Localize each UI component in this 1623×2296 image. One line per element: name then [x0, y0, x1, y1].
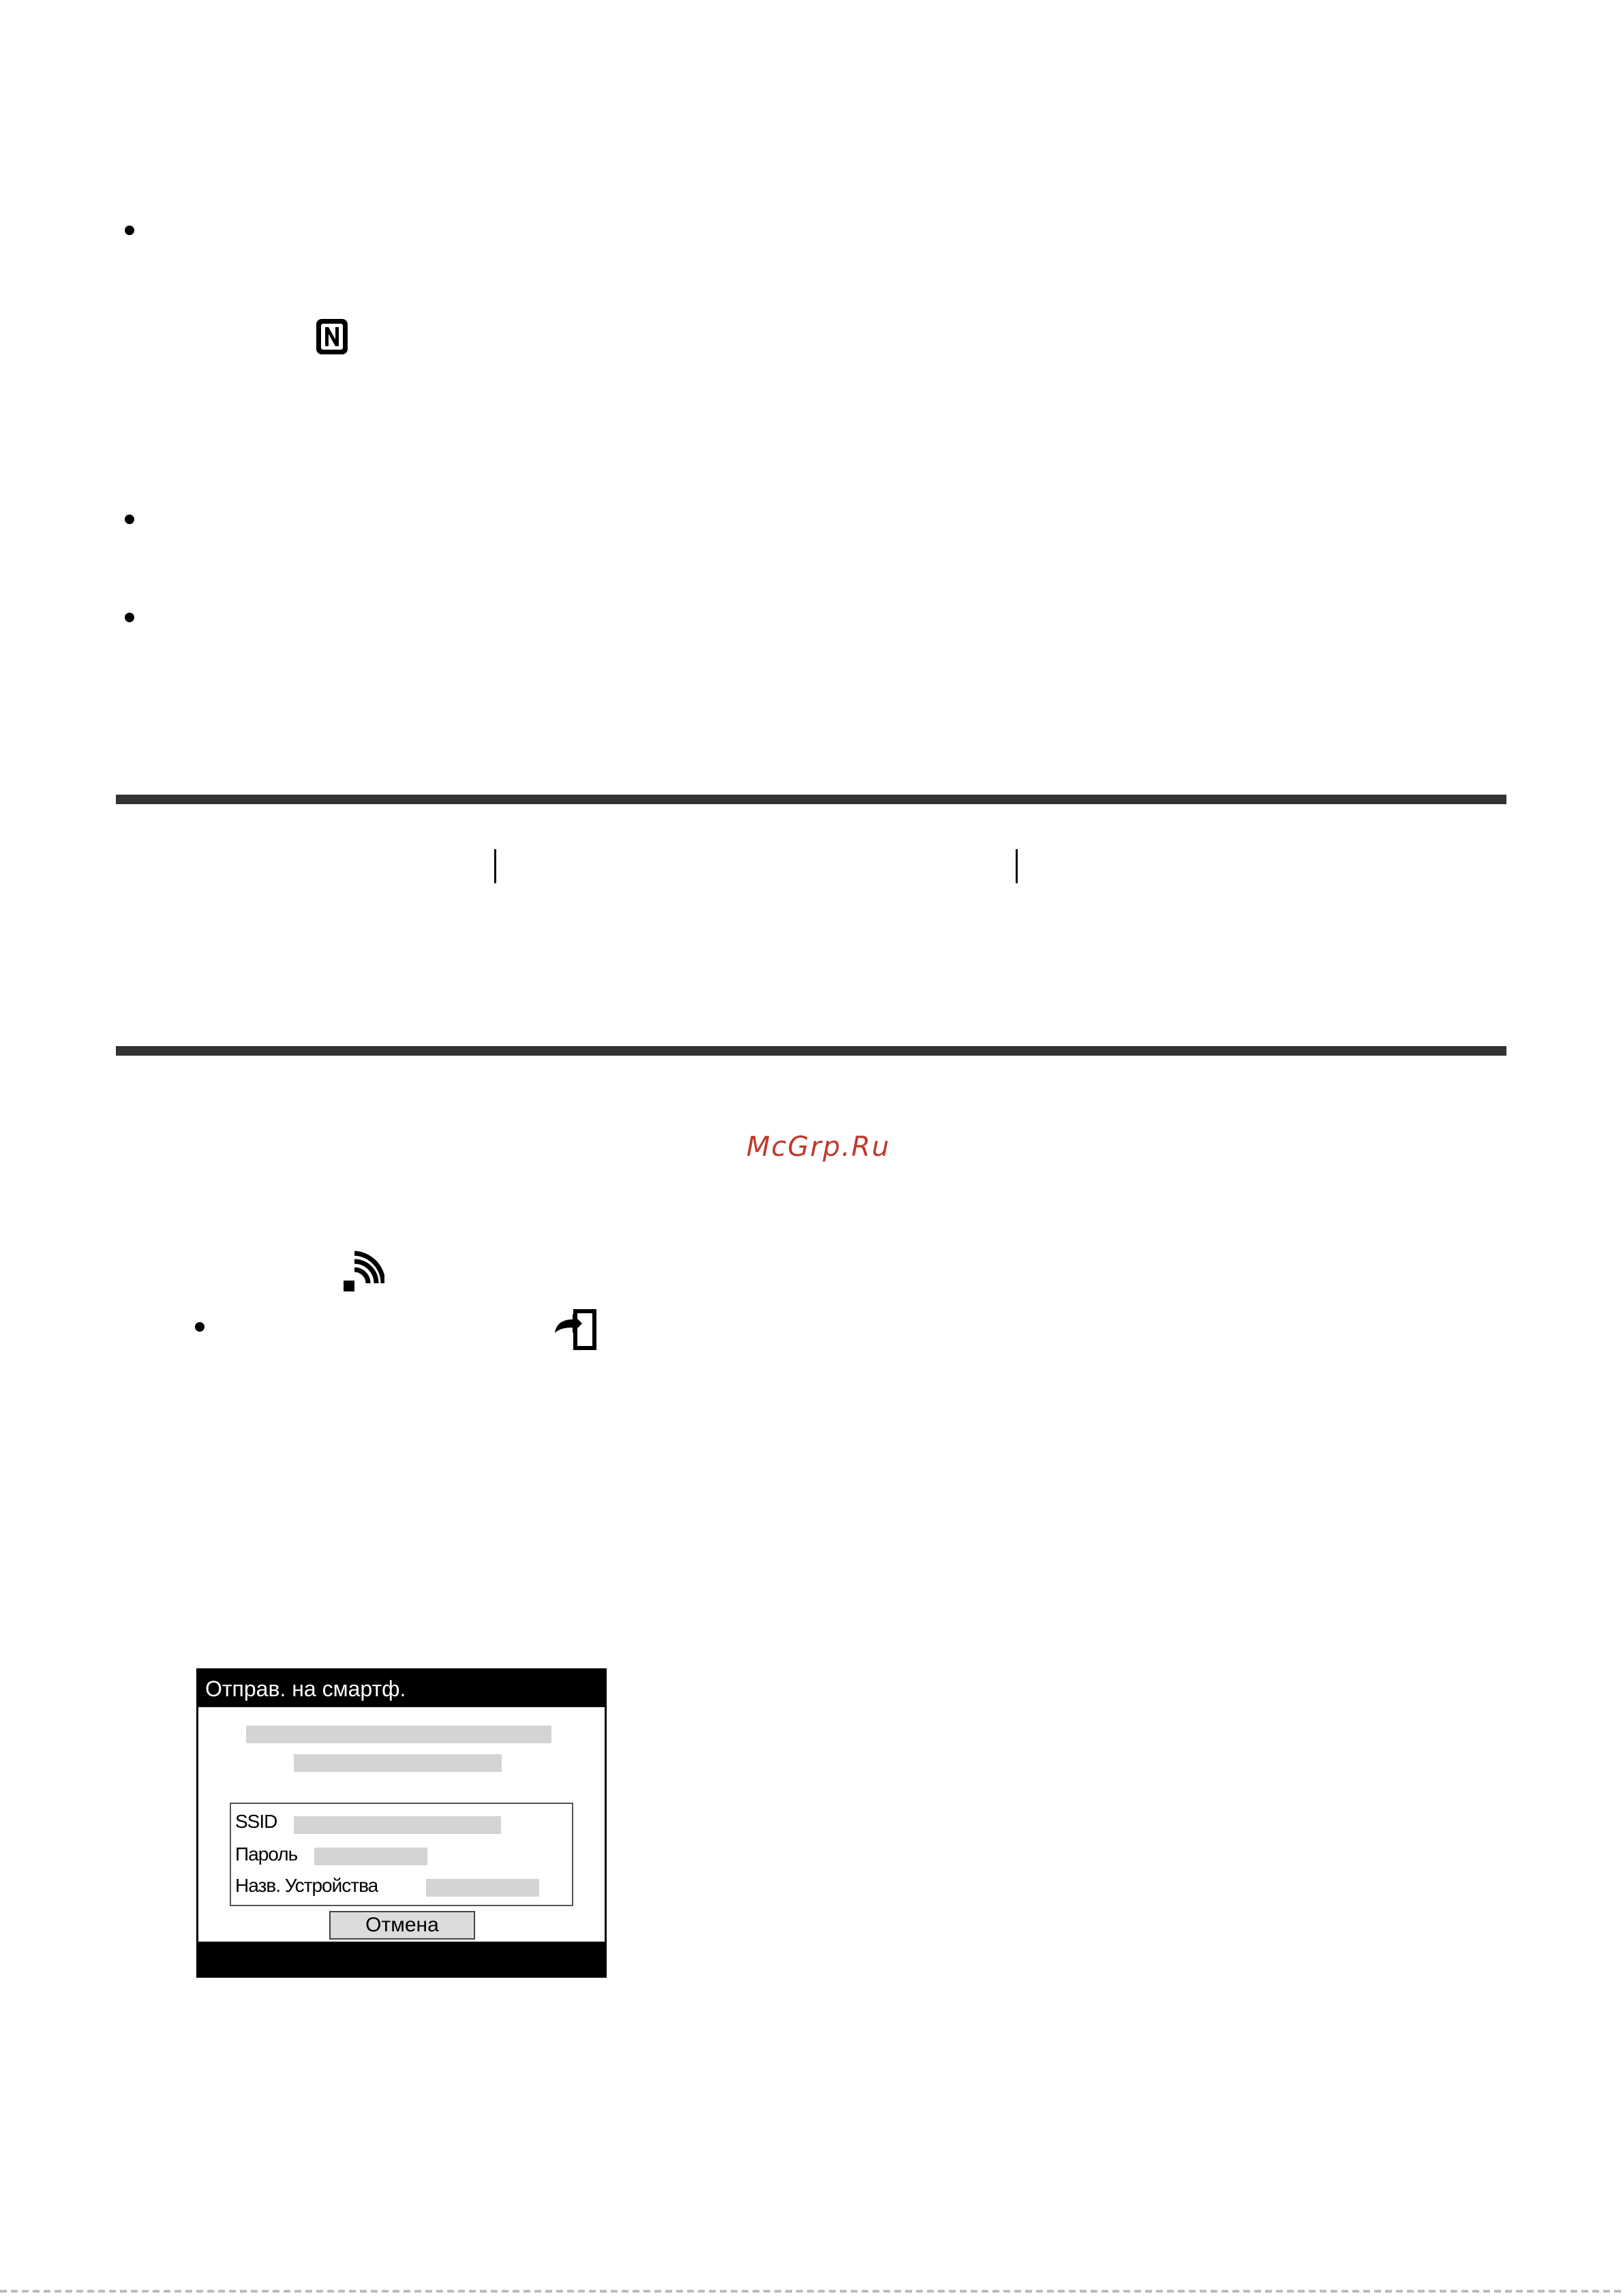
top-rule	[116, 795, 1506, 804]
message-line-1	[246, 1726, 551, 1743]
bullet-2	[125, 515, 134, 524]
nav-separator-2	[1016, 849, 1018, 883]
camera-screen	[196, 1668, 607, 1978]
watermark: McGrp.Ru	[746, 1131, 891, 1163]
bullet-3	[125, 613, 134, 622]
wireless-signal-icon	[341, 1251, 384, 1294]
sub-bullet	[195, 1322, 204, 1332]
ssid-label: SSID	[235, 1811, 277, 1832]
connection-info-box	[230, 1803, 573, 1906]
password-value	[314, 1848, 427, 1865]
nav-separator-1	[494, 849, 496, 883]
device-name-value	[426, 1879, 539, 1897]
bottom-rule	[116, 1046, 1506, 1056]
n-mark-icon	[315, 318, 349, 356]
cancel-button[interactable]: Отмена	[329, 1911, 475, 1940]
bottom-dashed-line	[0, 2290, 1623, 2293]
password-label: Пароль	[235, 1843, 298, 1865]
screen-footer	[198, 1942, 605, 1976]
screen-title: Отправ. на смартф.	[198, 1670, 605, 1707]
ssid-value	[294, 1816, 501, 1834]
message-line-2	[294, 1754, 502, 1772]
send-to-smartphone-icon	[552, 1308, 598, 1351]
bullet-1	[125, 226, 134, 235]
device-name-label: Назв. Устройства	[235, 1875, 378, 1896]
